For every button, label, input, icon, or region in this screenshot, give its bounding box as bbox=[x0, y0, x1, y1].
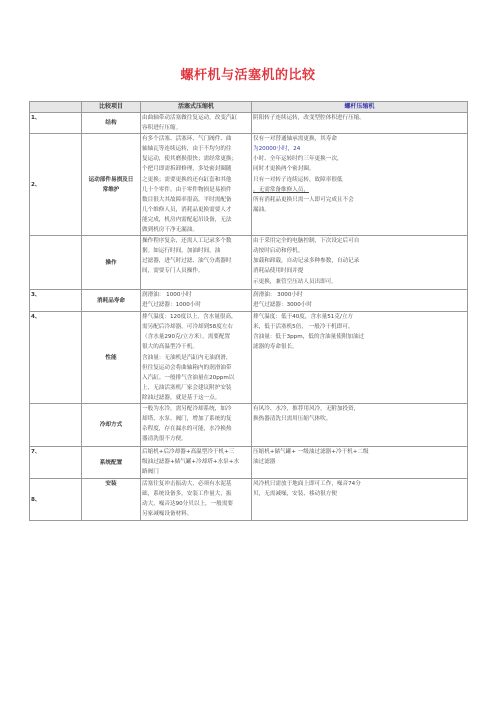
screw-cell bbox=[252, 134, 468, 236]
page-title: 螺杆机与活塞机的比较 bbox=[180, 68, 316, 83]
piston-cell bbox=[141, 290, 252, 312]
table-row bbox=[30, 404, 468, 447]
text-line: 消耗品使用时间并提 bbox=[253, 268, 304, 275]
screw-cell bbox=[252, 236, 468, 290]
text-line: 运动部件易损及日 bbox=[88, 176, 134, 183]
piston-cell bbox=[141, 134, 252, 236]
row-item-name: 消耗品寿命 bbox=[82, 290, 141, 312]
text-line: 排气温度：低于40度，含水量51克/立方 bbox=[253, 314, 354, 321]
text-line: 滤器的寿命很长。 bbox=[253, 344, 298, 351]
table-row bbox=[30, 236, 468, 290]
screw-cell bbox=[252, 404, 468, 447]
table-row bbox=[30, 312, 468, 404]
row-item-name bbox=[82, 134, 141, 236]
text-line: ，无需常备维修人员， bbox=[253, 186, 309, 193]
text-line: 间，需要专门人员操作。 bbox=[142, 268, 204, 275]
row-item-name: 性能 bbox=[82, 312, 141, 404]
text-line: 动按时启动和停机。 bbox=[253, 248, 304, 255]
table-row bbox=[30, 113, 468, 134]
table-row bbox=[30, 134, 468, 236]
text-line: 另家减噪设备材料。 bbox=[142, 511, 193, 518]
row-number: 2、 bbox=[30, 134, 82, 236]
text-line: 仅有一对替通轴承需更换，其寿命 bbox=[253, 136, 337, 143]
text-line: 加载和卸载，自动记录多种参数，自动记录 bbox=[253, 258, 360, 265]
text-line: 据。如运行时间，加油时间，油 bbox=[142, 248, 221, 255]
text-line: 由曲轴带动活塞做往复运动，改变汽缸 bbox=[142, 115, 238, 121]
table-row bbox=[30, 479, 468, 521]
screw-cell bbox=[252, 312, 468, 404]
text-line: 操作程序复杂，还需人工记录多个数 bbox=[142, 238, 232, 245]
text-line: 很大的高温型冷干机。 bbox=[142, 344, 198, 351]
row-item-name: 系统配置 bbox=[82, 447, 141, 479]
row-number: 3、 bbox=[30, 290, 82, 312]
text-line: 含油量：无油机是汽缸内无油润滑， bbox=[142, 354, 232, 361]
header-item: 比较项目 bbox=[82, 102, 141, 113]
text-line: 器清洗很不方便。 bbox=[142, 436, 187, 443]
text-line: 油过滤器 bbox=[253, 459, 276, 466]
header-screw: 螺杆压缩机 bbox=[252, 102, 468, 113]
text-line: 几十个零件。由于零件物损是易损件 bbox=[142, 186, 232, 193]
text-line: 后缩机+后冷却器+高温型冷干机+三 bbox=[142, 449, 235, 456]
text-line: 换热器清洗只需用压缩气体吹。 bbox=[253, 416, 332, 423]
piston-cell bbox=[141, 236, 252, 290]
text-line: 路阀门 bbox=[142, 469, 159, 476]
piston-cell bbox=[141, 113, 252, 134]
row-number: 4、 bbox=[30, 312, 82, 404]
text-line: 数目很大其故障率很高，平时需配备 bbox=[142, 196, 232, 203]
text-line: 润滑油： 1000小时 bbox=[142, 292, 192, 299]
text-line: 过滤器，进气时过滤、油气分离器时 bbox=[142, 258, 232, 265]
text-line: 进气过滤器：3000小时 bbox=[253, 302, 312, 309]
text-line: 排气温度：120度以上，含水量很高， bbox=[142, 314, 237, 321]
text-line: 却塔、水泵、阀门，增加了系统的复 bbox=[142, 416, 232, 423]
comparison-table bbox=[29, 101, 468, 521]
text-line: 同时才更换两个密封圈。 bbox=[253, 166, 315, 173]
text-line: 含油量：低于3ppm，低的含油量使附加油过 bbox=[253, 334, 365, 341]
row-item-name: 结构 bbox=[82, 113, 141, 134]
piston-cell bbox=[141, 404, 252, 447]
text-line: 之更换；需要更换的还有缸套和其他 bbox=[142, 176, 232, 183]
text-line: 但往复运动会将曲轴箱内的润滑油带 bbox=[142, 364, 232, 371]
text-line: 轴轴瓦等连续运转，由于不均匀的往 bbox=[142, 146, 232, 153]
row-number: 7、 bbox=[30, 447, 82, 479]
text-line: 活塞往复冲击振动大，必须有水泥基 bbox=[142, 481, 232, 488]
text-line: 上，无油活塞机厂家会建议附护安装 bbox=[142, 384, 232, 391]
row-item-name: 操作 bbox=[82, 236, 141, 290]
text-line: 有多个活塞、活塞环、气门阀件、曲 bbox=[142, 136, 232, 143]
text-line: 杂程度，存在漏水的可能，水冷换热 bbox=[142, 426, 232, 433]
row-number: 8、 bbox=[30, 479, 82, 521]
text-line: 础，系统设备多，安装工作量大，振 bbox=[142, 491, 232, 498]
piston-cell bbox=[141, 312, 252, 404]
row-number bbox=[30, 404, 82, 447]
header-num bbox=[30, 102, 82, 113]
text-line: 需另配后冷却器，可冷却到58度左右 bbox=[142, 324, 234, 331]
text-line: 为20000小时，24 bbox=[253, 146, 301, 153]
text-line: 润滑油： 3000小时 bbox=[253, 292, 303, 299]
text-line: 风冷机只需放于地面上即可工作，噪音74分 bbox=[253, 481, 361, 488]
table-row bbox=[30, 290, 468, 312]
text-line: 由于采用完全的电脑控制，下次设定后可自 bbox=[253, 238, 360, 245]
text-line: 入汽缸。一般排气含油量在20ppm以 bbox=[142, 374, 235, 381]
text-line: 示更换，兼管空压站人员出即可。 bbox=[253, 278, 337, 285]
text-line: （含水量290克/立方米），需要配置 bbox=[142, 334, 231, 341]
text-line: 进气过滤器：1000小时 bbox=[142, 302, 201, 309]
text-line: 小时、全年运转时约三年更换一次， bbox=[253, 156, 343, 163]
text-line: 只有一对转子连续运转，故障率很低 bbox=[253, 176, 343, 183]
text-line: 压缩机+储气罐+ 一级油过滤器+冷干机+二级 bbox=[253, 449, 369, 456]
text-line: 几个维修人员，消耗品更换需要人才 bbox=[142, 206, 232, 213]
screw-cell bbox=[252, 447, 468, 479]
text-line: 有风冷、水冷，推荐用风冷，无附加投资， bbox=[253, 406, 360, 413]
text-line: 除油过滤器，就是基于这一点。 bbox=[142, 394, 221, 401]
text-line: 漏油。 bbox=[253, 206, 270, 213]
text-line: 容积进行压缩。 bbox=[142, 125, 182, 132]
text-line: 能完成，机房内需配起吊设备，无法 bbox=[142, 216, 232, 223]
row-number bbox=[30, 236, 82, 290]
text-line: 动大，噪音达90分贝以上，一般需要 bbox=[142, 501, 234, 508]
text-line: 级油过滤器+储气罐+冷却塔+水泵+水 bbox=[142, 459, 240, 466]
header-piston: 活塞式压缩机 bbox=[141, 102, 252, 113]
text-line: 阴阳转子连续运转，改变型腔体积进行压缩。 bbox=[253, 115, 365, 121]
table-row bbox=[30, 447, 468, 479]
text-line: 复运动，使其磨损很快；需经常更换； bbox=[142, 156, 238, 163]
piston-cell bbox=[141, 479, 252, 521]
screw-cell bbox=[252, 290, 468, 312]
screw-cell bbox=[252, 113, 468, 134]
screw-cell bbox=[252, 479, 468, 521]
text-line: 一般为水冷，需另配冷却系统，如冷 bbox=[142, 406, 232, 413]
text-line: 所有消耗品更换只需一人即可完成且不会 bbox=[253, 196, 354, 203]
table-header-row bbox=[30, 102, 468, 113]
text-line: 个把月即需拆卸修理，多处密封圈随 bbox=[142, 166, 232, 173]
text-line: 贝，无需减噪，安装、移动很方便 bbox=[253, 491, 337, 498]
piston-cell bbox=[141, 447, 252, 479]
row-number: 1、 bbox=[30, 113, 82, 134]
text-line: 常维护 bbox=[102, 186, 120, 193]
row-item-name: 冷却方式 bbox=[82, 404, 141, 447]
row-item-name: 安装 bbox=[82, 479, 141, 521]
text-line: 米，低于活塞机5倍， 一般冷干机即可。 bbox=[253, 324, 354, 331]
text-line: 做到机房干净无漏油。 bbox=[142, 227, 198, 234]
